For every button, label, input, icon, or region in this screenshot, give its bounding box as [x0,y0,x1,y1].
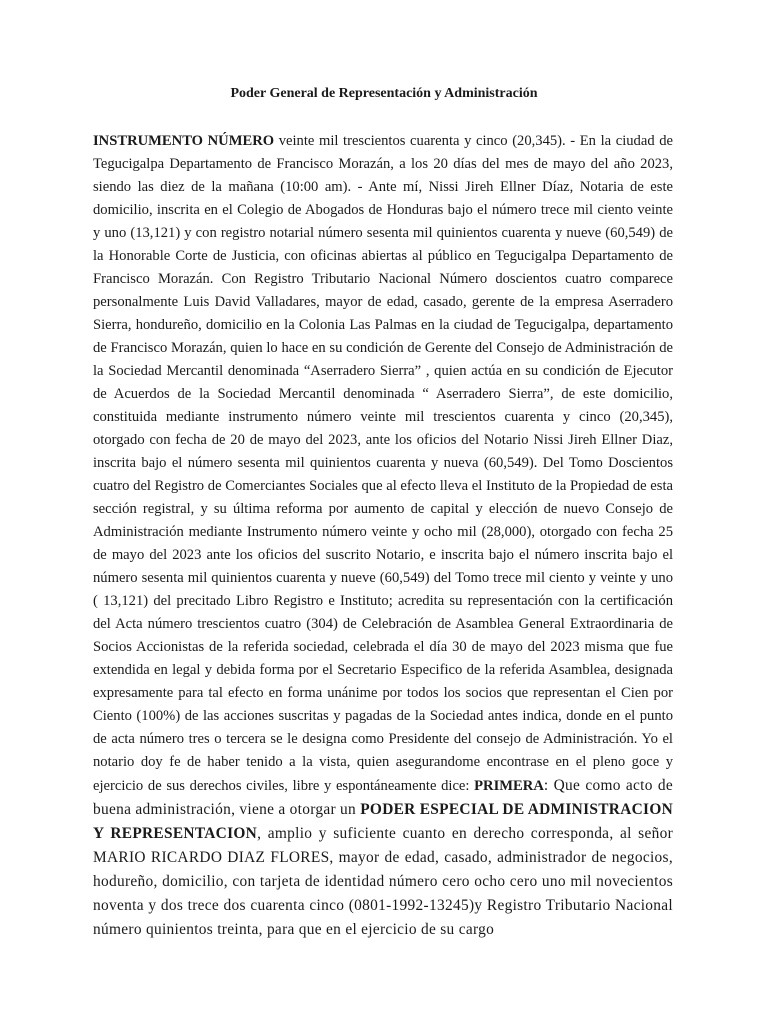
body-paragraph-b: : Que como acto de buena administración, viene a otorgar un [93,777,673,818]
body-paragraph-c: , amplio y suficiente cuanto en derecho corresponda, al señor MARIO RICARDO DIAZ FLORES, mayor de edad, casado, administrador de negocios, hodureño, domicilio, con tarjeta de identidad número cero ocho cero uno mil novecientos noventa y dos trece dos cuarenta cinco (0801-1992-13245)y Registro Tributario Nacional número quinientos treinta, para que en el ejercicio de su cargo [93,825,673,938]
body-paragraph-a: veinte mil trescientos cuarenta y cinco (20,345). - En la ciudad de Tegucigalpa Departamento de Francisco Morazán, a los 20 días del mes de mayo del año 2023, siendo las diez de la mañana (10:00 am). - Ante mí, Nissi Jireh Ellner Díaz, Notaria de este domicilio, inscrita en el Colegio de Abogados de Honduras bajo el número trece mil ciento veinte y uno (13,121) y con registro notarial número sesenta mil quinientos cuarenta y nueve (60,549) de la Honorable Corte de Justicia, con oficinas abiertas al público en Tegucigalpa Departamento de Francisco Morazán. Con Registro Tributario Nacional Número doscientos cuatro comparece personalmente Luis David Valladares, mayor de edad, casado, gerente de la empresa Aserradero Sierra, hondureño, domicilio en la Colonia Las Palmas en la ciudad de Tegucigalpa, departamento de Francisco Morazán, quien lo hace en su condición de Gerente del Consejo de Administración de la Sociedad Mercantil denominada “Aserradero Sierra” , quien actúa en su condición de Ejecutor de Acuerdos de la Sociedad Mercantil denominada “ Aserradero Sierra”, de este domicilio, constituida mediante instrumento número veinte mil trescientos cuarenta y cinco (20,345), otorgado con fecha de 20 de mayo del 2023, ante los oficios del Notario Nissi Jireh Ellner Diaz, inscrita bajo el número sesenta mil quinientos cuarenta y nueva (60,549). Del Tomo Doscientos cuatro del Registro de Comerciantes Sociales que al efecto lleva el Instituto de la Propiedad de esta sección registral, y su última reforma por aumento de capital y elección de nuevo Consejo de Administración mediante Instrumento número veinte y ocho mil (28,000), otorgado con fecha 25 de mayo del 2023 ante los oficios del suscrito Notario, e inscrita bajo el número inscrita bajo el número sesenta mil quinientos cuarenta y nueve (60,549) del Tomo trece mil ciento y veinte y uno ( 13,121) del precitado Libro Registro e Instituto; acredita su representación con la certificación del Acta número trescientos cuatro (304) de Celebración de Asamblea General Extraordinaria de Socios Accionistas de la referida sociedad, celebrada el día 30 de mayo del 2023 misma que fue extendida en legal y debida forma por el Secretario Especifico de la referida Asamblea, designada expresamente para tal efecto en forma unánime por todos los socios que representan el Cien por Ciento (100%) de las acciones suscritas y pagadas de la Sociedad antes indica, donde en el punto de acta número tres o tercera se le designa como Presidente del consejo de Administración. Yo el notario doy fe de haber tenido a la vista, quien asegurandome encontrase en el pleno goce y ejercicio de sus derechos civiles, libre y espontáneamente dice: [93,133,673,794]
primera-label: PRIMERA [474,778,544,794]
document-body [93,130,673,942]
document-title: Poder General de Representación y Administración [230,86,538,101]
instrument-number-label: INSTRUMENTO NÚMERO [93,133,275,149]
poder-especial-label: PODER ESPECIAL DE ADMINISTRACION Y REPRESENTACION [93,801,673,842]
